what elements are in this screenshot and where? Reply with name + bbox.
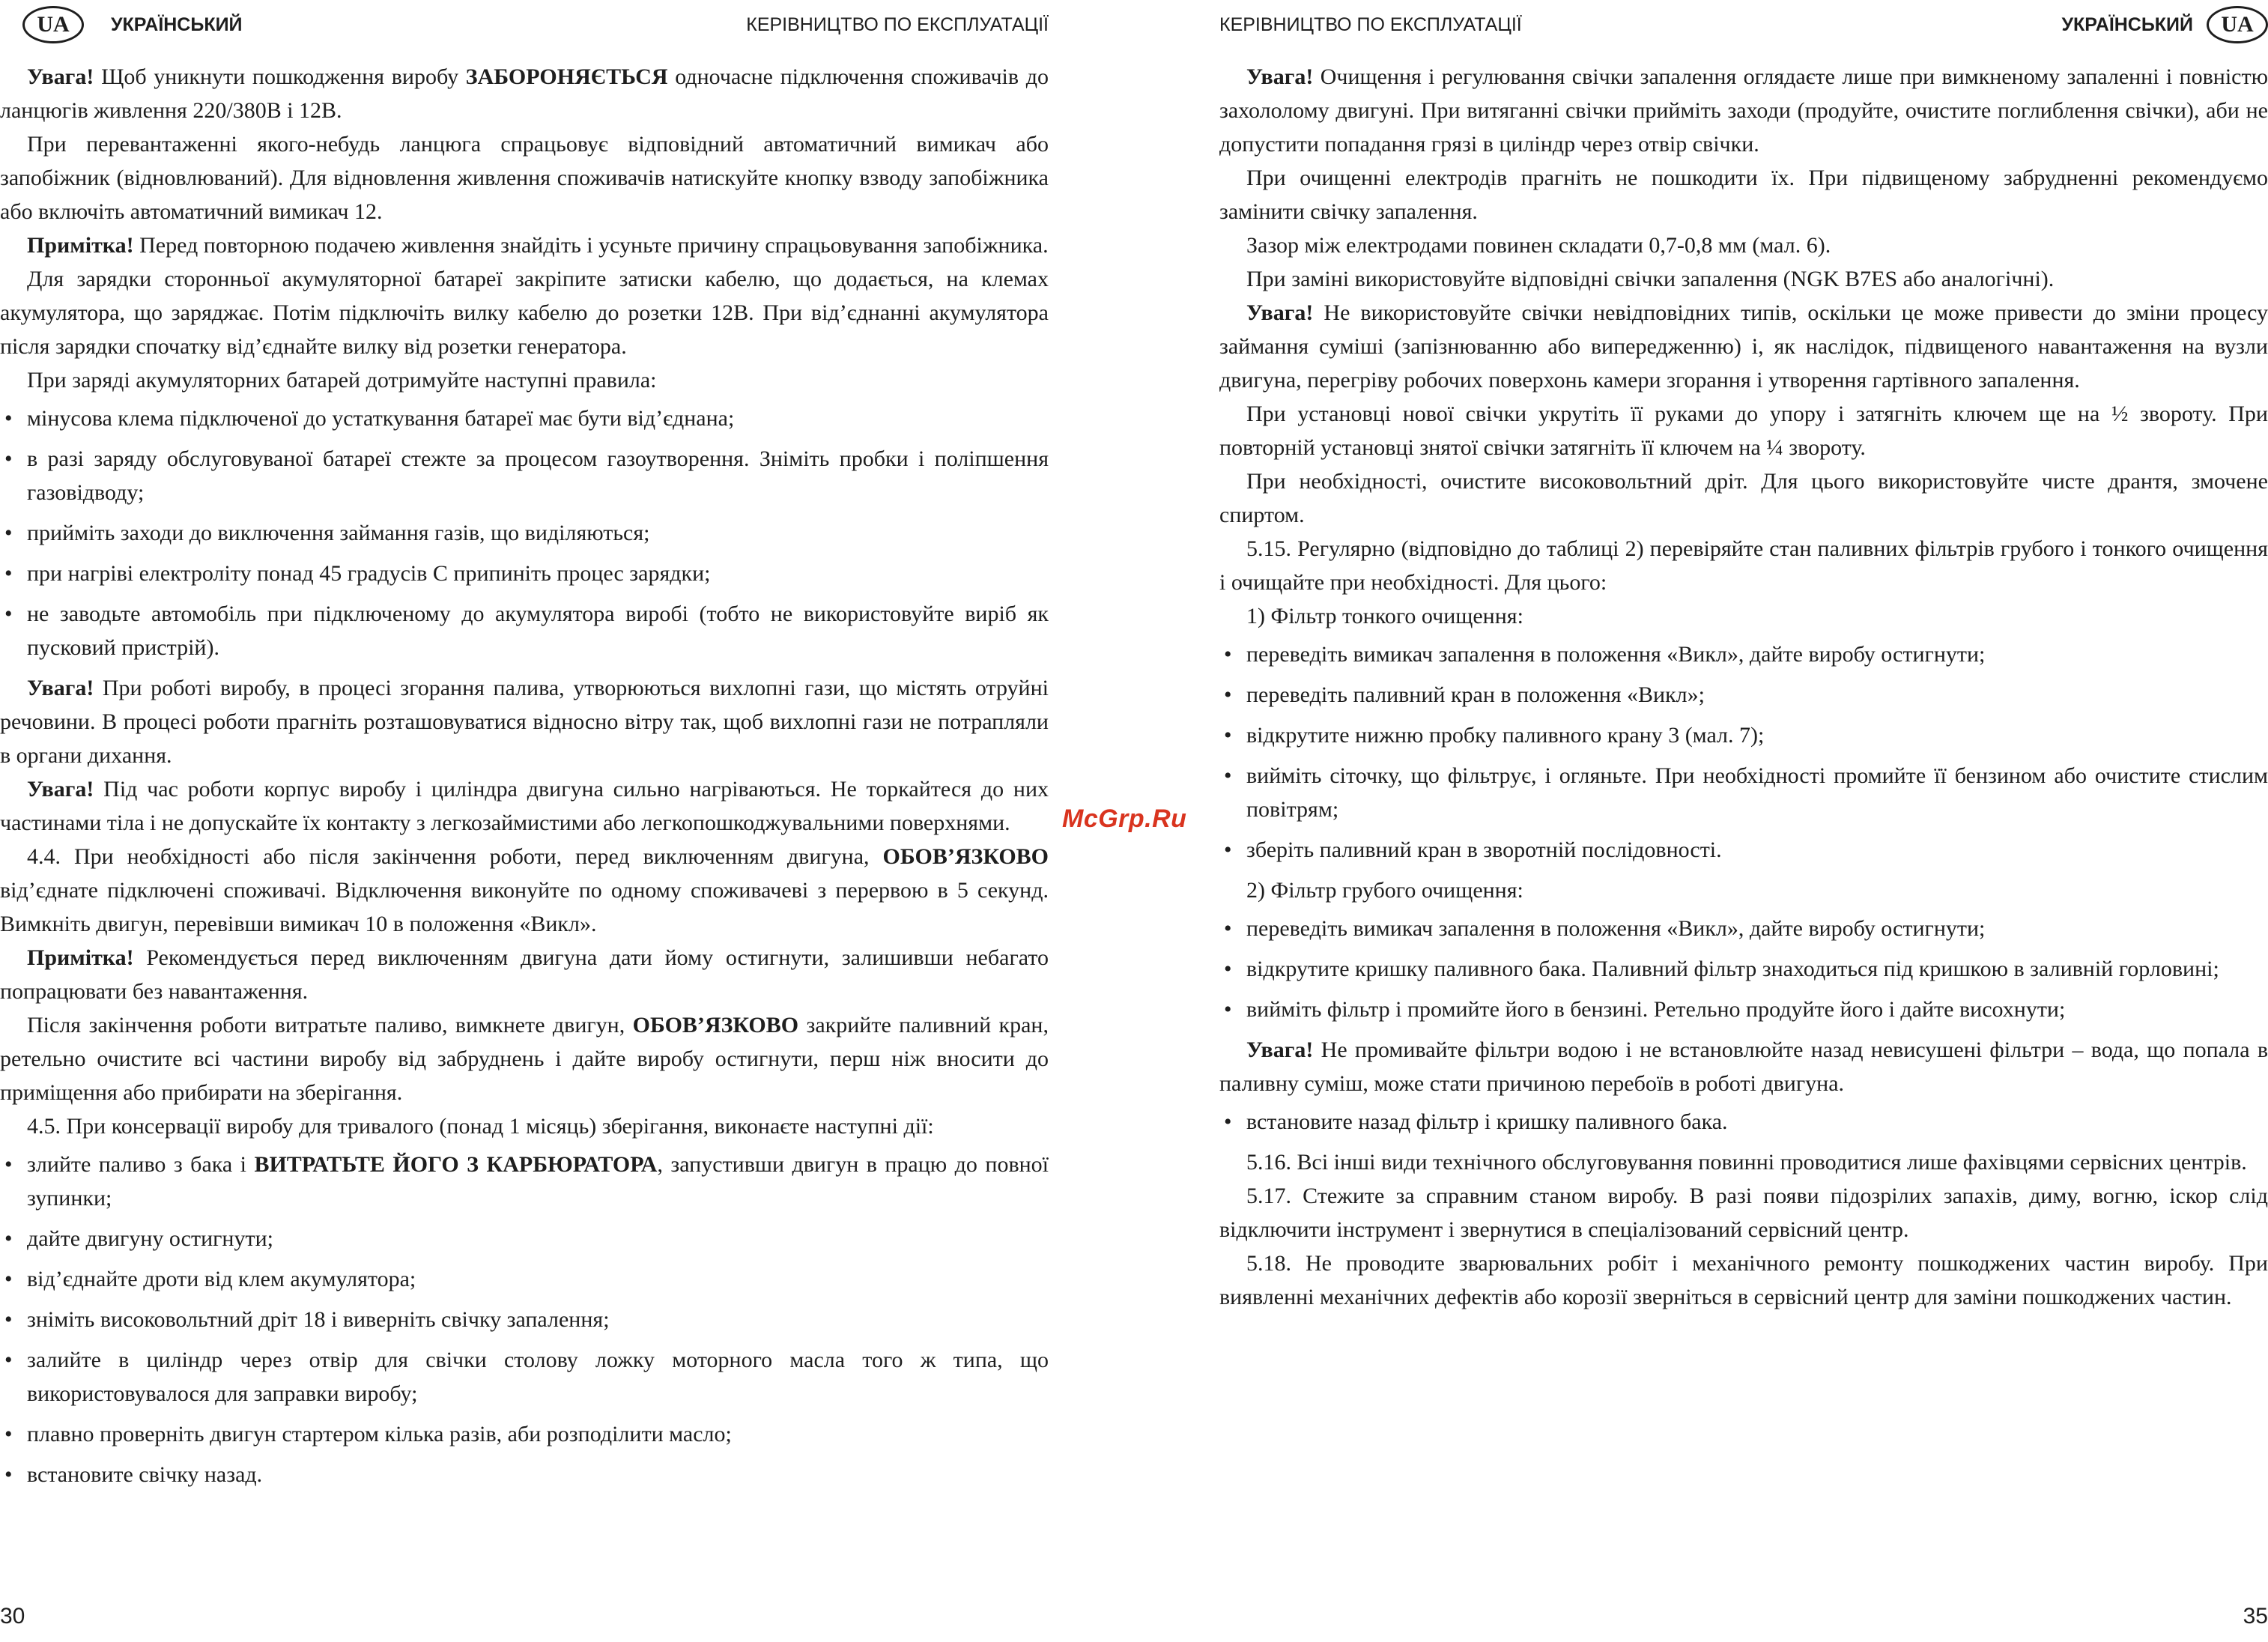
- warning-label: Увага!: [1246, 1037, 1314, 1062]
- left-body-text: [0, 60, 1049, 1498]
- page-header: [0, 6, 1049, 45]
- lang-badge-ua: UA: [22, 6, 84, 43]
- emphasis: ОБОВ’ЯЗКОВО: [882, 844, 1049, 869]
- warning-label: Увага!: [27, 64, 94, 89]
- list-item: • не заводьте автомобіль при підключеному до акумулятора виробі (тобто не використовуйте виріб як пусковий пристрій).: [0, 597, 1049, 664]
- page-right: [1219, 0, 2268, 1642]
- list-item: • мінусова клема підключеної до устаткування батареї має бути від’єднана;: [0, 402, 1049, 435]
- manual-title: КЕРІВНИЦТВО ПО ЕКСПЛУАТАЦІЇ: [1219, 14, 1522, 35]
- list-item: • плавно проверніть двигун стартером кілька разів, аби розподілити масло;: [0, 1417, 1049, 1451]
- warning-label: Увага!: [27, 676, 94, 700]
- text-span: одночасне підключення споживачів до ланцюгів живлення 220/380В і 12В.: [0, 64, 1049, 123]
- list-item: • відкрутите нижню пробку паливного крану 3 (мал. 7);: [1219, 718, 2268, 752]
- note-label: Примітка!: [27, 945, 134, 970]
- emphasis: ЗАБОРОНЯЄТЬСЯ: [465, 64, 668, 89]
- paragraph: 5.16. Всі інші види технічного обслуговування повинні проводитися лише фахівцями сервісних центрів.: [1246, 1150, 2247, 1175]
- warning-label: Увага!: [1246, 64, 1314, 89]
- paragraph: При заряді акумуляторних батарей дотримуйте наступні правила:: [27, 368, 657, 393]
- paragraph: 1) Фільтр тонкого очищення:: [1246, 604, 1523, 628]
- list-item: [0, 1148, 1049, 1215]
- paragraph: 4.5. При консервації виробу для тривалого (понад 1 місяць) зберігання, виконаєте наступні дії:: [27, 1114, 934, 1139]
- emphasis: ОБОВ’ЯЗКОВО: [632, 1013, 799, 1037]
- list-item: • зніміть високовольтний дріт 18 і виверніть свічку запалення;: [0, 1303, 1049, 1336]
- list-item: • від’єднайте дроти від клем акумулятора;: [0, 1262, 1049, 1296]
- paragraph: При очищенні електродів прагніть не пошкодити їх. При підвищеному забрудненні рекомендуємо замінити свічку запалення.: [1219, 166, 2268, 224]
- list-item: • переведіть паливний кран в положення «Викл»;: [1219, 678, 2268, 712]
- text-span: Рекомендується перед виключенням двигуна дати йому остигнути, залишивши небагато попрацювати без навантаження.: [0, 945, 1049, 1004]
- paragraph: [0, 772, 1049, 840]
- text-span: Не використовуйте свічки невідповідних типів, оскільки це може привести до зміни процесу займання суміші (запізнюванню або випередженню) і, як наслідок, підвищеного навантаження на вузли двигуна, перегріву робочих поверхонь камери згорання і утворення гартівного запалення.: [1219, 300, 2268, 393]
- text-span: Під час роботи корпус виробу і циліндра двигуна сильно нагріваються. Не торкайтеся до них частинами тіла і не допускайте їх контакту з легкозаймистими або легкопошкоджувальними поверхнями.: [0, 777, 1049, 835]
- text-span: від’єднате підключені споживачі. Відключення виконуйте по одному споживачеві з перервою в 5 секунд. Вимкніть двигун, перевівши вимикач 10 в положення «Викл».: [0, 878, 1049, 936]
- language-label: УКРАЇНСЬКИЙ: [2061, 14, 2193, 35]
- paragraph: 2) Фільтр грубого очищення:: [1246, 878, 1523, 903]
- paragraph: 5.17. Стежите за справним станом виробу. В разі появи підозрілих запахів, диму, вогню, іскор слід відключити інструмент і звернутися в спеціалізований сервісний центр.: [1219, 1184, 2268, 1242]
- emphasis: ВИТРАТЬТЕ ЙОГО З КАРБЮРАТОРА: [254, 1152, 658, 1177]
- text-span: Щоб уникнути пошкодження виробу: [94, 64, 466, 89]
- text-span: злийте паливо з бака і: [27, 1152, 255, 1177]
- list-item: • дайте двигуну остигнути;: [0, 1222, 1049, 1255]
- page-number: 30: [0, 1604, 25, 1629]
- manual-title: КЕРІВНИЦТВО ПО ЕКСПЛУАТАЦІЇ: [746, 14, 1049, 35]
- paragraph: [1219, 60, 2268, 161]
- text-span: Перед повторною подачею живлення знайдіть і усуньте причину спрацьовування запобіжника.: [133, 233, 1049, 258]
- text-span: закрийте паливний кран, ретельно очистите всі частини виробу від забруднень і дайте виробу остигнути, перш ніж вносити до приміщення або прибирати на зберігання.: [0, 1013, 1049, 1105]
- paragraph: [1219, 1033, 2268, 1100]
- list-item: • переведіть вимикач запалення в положення «Викл», дайте виробу остигнути;: [1219, 637, 2268, 671]
- text-span: Після закінчення роботи витратьте паливо, вимкнете двигун,: [27, 1013, 633, 1037]
- bullet-list: [0, 1148, 1049, 1491]
- note-label: Примітка!: [27, 233, 134, 258]
- text-span: , запустивши двигун в працю до повної зупинки;: [27, 1152, 1049, 1211]
- paragraph: 5.15. Регулярно (відповідно до таблиці 2) перевіряйте стан паливних фільтрів грубого і тонкого очищення і очищайте при необхідності. Для цього:: [1219, 536, 2268, 595]
- list-item: • зберіть паливний кран в зворотній послідовності.: [1219, 833, 2268, 867]
- page-header: [1219, 6, 2268, 45]
- watermark-link[interactable]: McGrp.Ru: [1062, 805, 1187, 833]
- bullet-list: [1219, 1105, 2268, 1139]
- language-label: УКРАЇНСЬКИЙ: [111, 14, 243, 35]
- text-span: 4.4. При необхідності або після закінчення роботи, перед виключенням двигуна,: [27, 844, 883, 869]
- list-item: • залийте в циліндр через отвір для свічки столову ложку моторного масла того ж типа, що використовувалося для заправки виробу;: [0, 1343, 1049, 1411]
- bullet-list: [1219, 637, 2268, 867]
- list-item: • встановите свічку назад.: [0, 1458, 1049, 1491]
- paragraph: Зазор між електродами повинен складати 0,7-0,8 мм (мал. 6).: [1246, 233, 1831, 258]
- list-item: • відкрутите кришку паливного бака. Паливний фільтр знаходиться під кришкою в заливній горловині;: [1219, 952, 2268, 986]
- paragraph: При необхідності, очистите високовольтний дріт. Для цього використовуйте чисте дрантя, змочене спиртом.: [1219, 469, 2268, 527]
- paragraph: [1219, 296, 2268, 397]
- paragraph: [0, 941, 1049, 1008]
- text-span: Очищення і регулювання свічки запалення оглядаєте лише при вимкненому запаленні і повністю захололому двигуні. При витяганні свічки прийміть заходи (продуйте, очистите поглиблення свічки), аби не допустити попадання грязі в циліндр через отвір свічки.: [1219, 64, 2268, 157]
- text-span: При роботі виробу, в процесі згорання палива, утворюються вихлопні гази, що містять отруйні речовини. В процесі роботи прагніть розташовуватися відносно вітру так, щоб вихлопні гази не потрапляли в органи дихання.: [0, 676, 1049, 768]
- text-span: Не промивайте фільтри водою і не встановлюйте назад невисушені фільтри – вода, що попала в паливну суміш, може стати причиною перебоїв в роботі двигуна.: [1219, 1037, 2268, 1096]
- paragraph: При заміні використовуйте відповідні свічки запалення (NGK B7ES або аналогічні).: [1246, 267, 2055, 291]
- right-body-text: [1219, 60, 2268, 1314]
- paragraph: [0, 671, 1049, 772]
- paragraph: [0, 840, 1049, 941]
- bullet-list: [1219, 912, 2268, 1026]
- paragraph: [0, 228, 1049, 262]
- paragraph: [0, 60, 1049, 127]
- lang-badge-ua: UA: [2207, 6, 2268, 43]
- paragraph: При установці нової свічки укрутіть її руками до упору і затягніть ключем ще на ½ звороту. При повторній установці знятої свічки затягніть її ключем на ¼ звороту.: [1219, 402, 2268, 460]
- list-item: • встановите назад фільтр і кришку паливного бака.: [1219, 1105, 2268, 1139]
- list-item: • переведіть вимикач запалення в положення «Викл», дайте виробу остигнути;: [1219, 912, 2268, 945]
- list-item: • вийміть фільтр і промийте його в бензині. Ретельно продуйте його і дайте висохнути;: [1219, 993, 2268, 1026]
- warning-label: Увага!: [27, 777, 94, 802]
- list-item: • вийміть сіточку, що фільтрує, і огляньте. При необхідності промийте її бензином або очистите стислим повітрям;: [1219, 759, 2268, 826]
- list-item: • в разі заряду обслуговуваної батареї стежте за процесом газоутворення. Зніміть пробки і поліпшення газовідводу;: [0, 442, 1049, 509]
- page-left: [0, 0, 1049, 1642]
- list-item: • при нагріві електроліту понад 45 градусів С припиніть процес зарядки;: [0, 557, 1049, 590]
- paragraph: 5.18. Не проводите зварювальних робіт і механічного ремонту пошкоджених частин виробу. При виявленні механічних дефектів або корозії зверніться в сервісний центр для заміни пошкоджених частин.: [1219, 1251, 2268, 1309]
- bullet-list: [0, 402, 1049, 664]
- page-number: 35: [2243, 1604, 2268, 1629]
- paragraph: [0, 1008, 1049, 1109]
- list-item: • прийміть заходи до виключення займання газів, що виділяються;: [0, 516, 1049, 550]
- warning-label: Увага!: [1246, 300, 1314, 325]
- paragraph: Для зарядки сторонньої акумуляторної батареї закріпите затиски кабелю, що додається, на клемах акумулятора, що заряджає. Потім підключіть вилку кабелю до розетки 12В. При від’єднанні акумулятора після зарядки спочатку від’єднайте вилку від розетки генератора.: [0, 267, 1049, 359]
- paragraph: При перевантаженні якого-небудь ланцюга спрацьовує відповідний автоматичний вимикач або запобіжник (відновлюваний). Для відновлення живлення споживачів натискуйте кнопку взводу запобіжника або включіть автоматичний вимикач 12.: [0, 132, 1049, 224]
